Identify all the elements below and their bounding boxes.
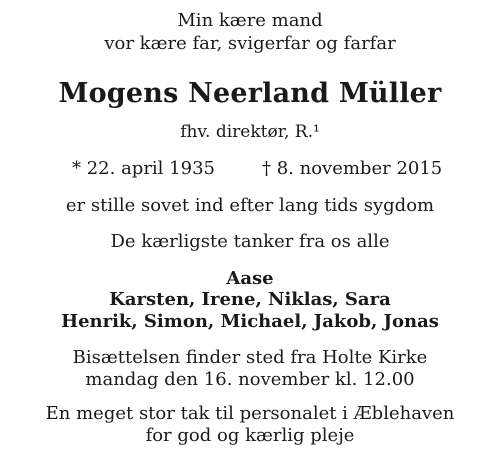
deceased-title: fhv. direktør, R.¹	[180, 122, 320, 142]
birth-date: * 22. april 1935	[72, 158, 215, 179]
intro-line-2: vor kære far, svigerfar og farfar	[104, 33, 396, 54]
death-date: † 8. november 2015	[262, 158, 443, 179]
funeral-line-2: mandag den 16. november kl. 12.00	[85, 369, 415, 390]
thoughts-message: De kærligste tanker fra os alle	[110, 231, 390, 252]
thanks-line-2: for god og kærlig pleje	[145, 425, 355, 446]
passing-message: er stille sovet ind efter lang tids sygdom	[65, 195, 435, 216]
deceased-name: Mogens Neerland Müller	[58, 78, 442, 109]
thanks-line-1: En meget stor tak til personalet i Æblehaven	[45, 403, 455, 424]
family-line-1: Aase	[226, 268, 274, 289]
family-line-2: Karsten, Irene, Niklas, Sara	[109, 289, 391, 310]
family-line-3: Henrik, Simon, Michael, Jakob, Jonas	[61, 311, 439, 332]
funeral-line-1: Bisættelsen finder sted fra Holte Kirke	[72, 347, 428, 368]
intro-line-1: Min kære mand	[177, 10, 323, 31]
